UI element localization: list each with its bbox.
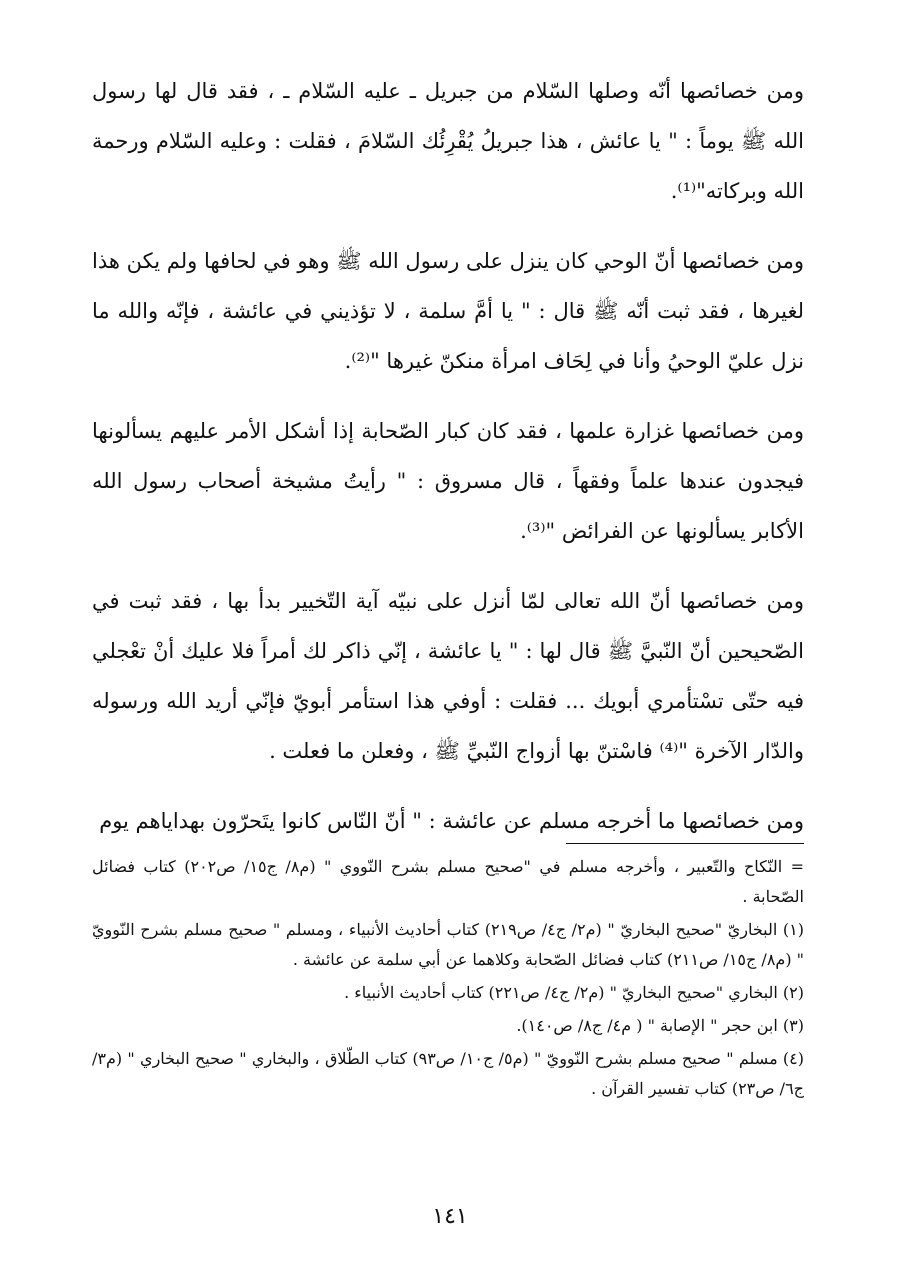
footnotes — [92, 852, 804, 1107]
paragraph-revelation: ومن خصائصها أنّ الوحي كان ينزل على رسول الله ﷺ وهو في لحافها ولم يكن هذا لغيرها ، فقد ثبت أنّه ﷺ قال : " يا أمَّ سلمة ، لا تؤذيني في عائشة ، فإنّه والله ما نزل عليّ الوحيُ وأنا في لِحَاف امرأة منكنّ غيرها "⁽²⁾. — [92, 249, 804, 373]
footnote-1: (١) البخاريّ "صحيح البخاريّ " (م٢/ ج٤/ ص٢١٩) كتاب أحاديث الأنبياء ، ومسلم " صحيح مسلم بشرح النّوويّ " (م٨/ ج١٥/ ص٢١١) كتاب فضائل الصّحابة وكلاهما عن أبي سلمة عن عائشة . — [92, 920, 805, 969]
footnote-4: (٤) مسلم " صحيح مسلم بشرح النّوويّ " (م٥/ ج١٠/ ص٩٣) كتاب الطّلاق ، والبخاري " صحيح البخاري " (م٣/ ج٦/ ص٢٣) كتاب تفسير القرآن . — [92, 1049, 805, 1098]
main-text — [92, 66, 804, 866]
paragraph-gifts: ومن خصائصها ما أخرجه مسلم عن عائشة : " أنّ النّاس كانوا يتَحرّون بهداياهم يوم — [99, 809, 804, 833]
paragraph-knowledge: ومن خصائصها غزارة علمها ، فقد كان كبار الصّحابة إذا أشكل الأمر عليهم يسألونها فيجدون عندها علماً وفقهاً ، قال مسروق : " رأيتُ مشيخة أصحاب رسول الله الأكابر يسألونها عن الفرائض "⁽³⁾. — [92, 419, 804, 543]
paragraph-angel-greeting: ومن خصائصها أنّه وصلها السّلام من جبريل ـ عليه السّلام ـ ، فقد قال لها رسول الله ﷺ يوماً : " يا عائش ، هذا جبريلُ يُقْرِئُك السّلامَ ، فقلت : وعليه السّلام ورحمة الله وبركاته"⁽¹⁾. — [92, 79, 804, 203]
footnote-2: (٢) البخاري "صحيح البخاريّ " (م٢/ ج٤/ ص٢٢١) كتاب أحاديث الأنبياء . — [344, 983, 804, 1002]
footnote-3: (٣) ابن حجر " الإصابة " ( م٤/ ج٨/ ص١٤٠). — [516, 1016, 804, 1035]
page-number: ١٤١ — [432, 1204, 468, 1229]
footnote-continuation: = النّكاح والتّعبير ، وأخرجه مسلم في "صحيح مسلم بشرح النّووي " (م٨/ ج١٥/ ص٢٠٢) كتاب فضائل الصّحابة . — [92, 857, 804, 906]
paragraph-choice-verse: ومن خصائصها أنّ الله تعالى لمّا أنزل على نبيّه آية التّخيير بدأ بها ، فقد ثبت في الصّحيحين أنّ النّبيَّ ﷺ قال لها : " يا عائشة ، إنّي ذاكر لك أمراً فلا عليك أنْ تعْجلي فيه حتّى تسْتأمري أبويك ... فقلت : أوفي هذا استأمر أبويّ فإنّي أريد الله ورسوله والدّار الآخرة "⁽⁴⁾ فاسْتنّ بها أزواج النّبيِّ ﷺ ، وفعلن ما فعلت . — [92, 589, 804, 763]
footnote-divider — [566, 843, 804, 844]
